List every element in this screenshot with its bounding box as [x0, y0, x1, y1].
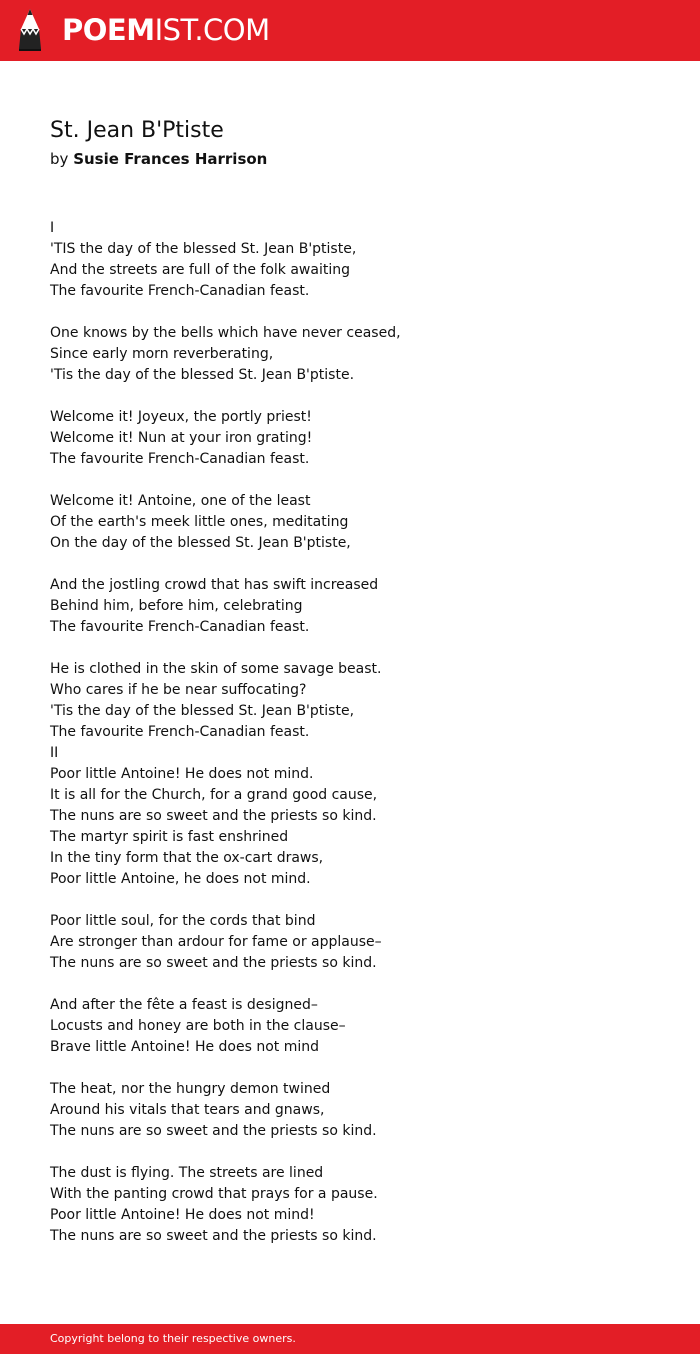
poem-line: The nuns are so sweet and the priests so kind. — [50, 955, 377, 971]
poem-line: Poor little Antoine! He does not mind. — [50, 766, 314, 782]
poem-line: With the panting crowd that prays for a pause. — [50, 1186, 378, 1202]
poem-line: The nuns are so sweet and the priests so kind. — [50, 808, 377, 824]
poem-line: He is clothed in the skin of some savage beast. — [50, 661, 382, 677]
poem-line: The favourite French-Canadian feast. — [50, 283, 310, 299]
stanza-break — [50, 1142, 670, 1163]
poem-line: Are stronger than ardour for fame or applause– — [50, 934, 382, 950]
poem-line: And the jostling crowd that has swift increased — [50, 577, 379, 593]
poem-line: Locusts and honey are both in the clause– — [50, 1018, 346, 1034]
copyright-text: Copyright belong to their respective owners. — [50, 1332, 296, 1345]
poem-line: Welcome it! Nun at your iron grating! — [50, 430, 313, 446]
poem-line: Behind him, before him, celebrating — [50, 598, 303, 614]
poem-line: Poor little soul, for the cords that bind — [50, 913, 316, 929]
site-logo-text[interactable] — [62, 11, 270, 49]
poem-title: St. Jean B'Ptiste — [50, 118, 224, 143]
stanza-break — [50, 386, 670, 407]
poem-line: 'Tis the day of the blessed St. Jean B'ptiste. — [50, 367, 355, 383]
poem-line: And the streets are full of the folk awaiting — [50, 262, 350, 278]
poem-line: 'TIS the day of the blessed St. Jean B'ptiste, — [50, 241, 357, 257]
poem-line: In the tiny form that the ox-cart draws, — [50, 850, 324, 866]
poem-line: It is all for the Church, for a grand good cause, — [50, 787, 378, 803]
site-footer — [0, 1324, 700, 1354]
poem-line: The nuns are so sweet and the priests so kind. — [50, 1123, 377, 1139]
stanza-break — [50, 302, 670, 323]
poem-line: I — [50, 220, 55, 236]
stanza-break — [50, 470, 670, 491]
poem-line: The favourite French-Canadian feast. — [50, 724, 310, 740]
poem-line: The favourite French-Canadian feast. — [50, 619, 310, 635]
poem-line: Poor little Antoine! He does not mind! — [50, 1207, 315, 1223]
poem-line: The dust is flying. The streets are lined — [50, 1165, 324, 1181]
pencil-tip-icon[interactable] — [17, 9, 43, 51]
poem-line: The nuns are so sweet and the priests so kind. — [50, 1228, 377, 1244]
poem-line: And after the fête a feast is designed– — [50, 997, 318, 1013]
poem-line: Of the earth's meek little ones, meditating — [50, 514, 349, 530]
poem-body — [50, 218, 670, 1247]
stanza-break — [50, 890, 670, 911]
poem-line: The favourite French-Canadian feast. — [50, 451, 310, 467]
poem-line: Welcome it! Joyeux, the portly priest! — [50, 409, 312, 425]
stanza-break — [50, 638, 670, 659]
brand-bold: POEM — [62, 13, 155, 47]
poem-line: On the day of the blessed St. Jean B'ptiste, — [50, 535, 351, 551]
poem-line: Who cares if he be near suffocating? — [50, 682, 307, 698]
poem-line: One knows by the bells which have never ceased, — [50, 325, 401, 341]
stanza-break — [50, 974, 670, 995]
by-label: by — [50, 150, 69, 168]
stanza-break — [50, 554, 670, 575]
brand-light: IST.COM — [154, 13, 270, 47]
author-name[interactable]: Susie Frances Harrison — [73, 150, 268, 168]
poem-line: The heat, nor the hungry demon twined — [50, 1081, 331, 1097]
stanza-break — [50, 1058, 670, 1079]
poem-line: 'Tis the day of the blessed St. Jean B'ptiste, — [50, 703, 355, 719]
poem-line: The martyr spirit is fast enshrined — [50, 829, 289, 845]
poem-line: Poor little Antoine, he does not mind. — [50, 871, 311, 887]
poem-line: Since early morn reverberating, — [50, 346, 274, 362]
poem-line: Brave little Antoine! He does not mind — [50, 1039, 320, 1055]
byline — [50, 148, 267, 170]
poem-line: II — [50, 745, 59, 761]
site-header — [0, 0, 700, 61]
poem-line: Welcome it! Antoine, one of the least — [50, 493, 311, 509]
poem-line: Around his vitals that tears and gnaws, — [50, 1102, 325, 1118]
